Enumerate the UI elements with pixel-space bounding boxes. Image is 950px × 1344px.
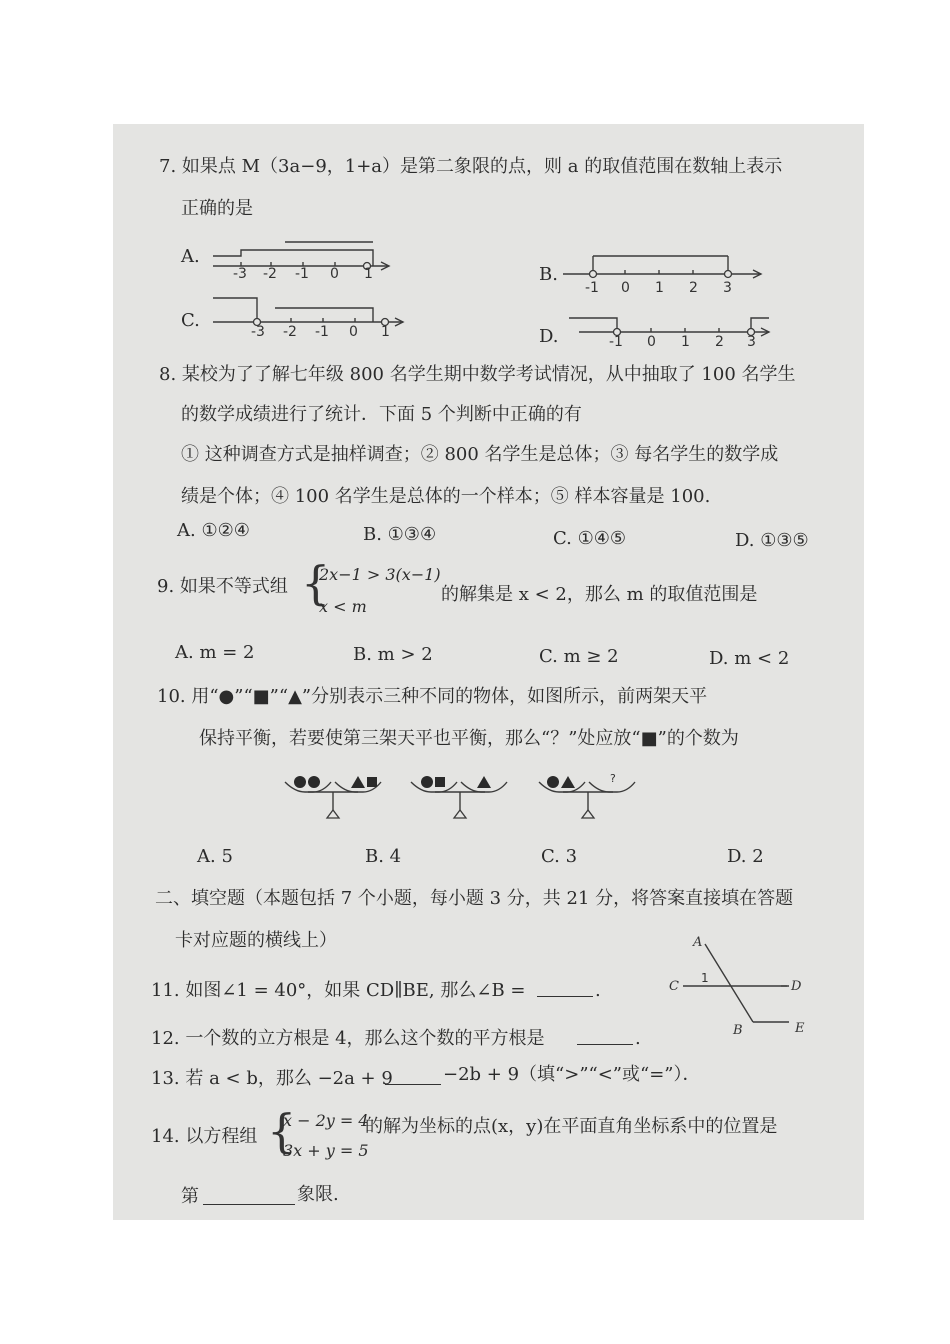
q9-prefix: 9. 如果不等式组 [157,576,288,597]
tick-a-5: 1 [364,266,373,282]
q14-brace: { [267,1104,297,1158]
q14-eq1: x − 2y = 4 [283,1111,369,1130]
q9-option-d: D. m < 2 [709,648,790,669]
q13-prefix: 13. 若 a < b，那么 −2a + 9 [151,1068,393,1089]
q13-suffix: −2b + 9（填“>”“<”或“=”）． [443,1064,701,1085]
q12-text: 12. 一个数的立方根是 4，那么这个数的平方根是 [151,1028,545,1049]
q9-eq1: 2x−1 > 3(x−1) [319,565,441,584]
q7-line1: 7. 如果点 M（3a−9，1+a）是第二象限的点，则 a 的取值范围在数轴上表示 [159,156,783,177]
tick-c-2: -2 [283,324,297,340]
q10-line2: 保持平衡，若要使第三架天平也平衡，那么“？”处应放“■”的个数为 [199,728,739,749]
q8-option-b: B. ①③④ [363,524,437,545]
q7-line2: 正确的是 [181,198,253,219]
tick-b-5: 3 [723,280,732,296]
q10-option-b: B. 4 [365,846,402,867]
q14-answer-blank [203,1188,295,1205]
tick-c-1: -3 [251,324,265,340]
q12-end: . [635,1028,641,1049]
q14-line2-suffix: 象限. [297,1184,339,1205]
q11-answer-blank [537,980,593,997]
q13-answer-blank [385,1068,441,1085]
q10-option-a: A. 5 [197,846,233,867]
number-line-d [569,306,789,358]
exam-paper [113,124,864,1220]
q11-label-b: B [733,1023,743,1038]
q9-option-b: B. m > 2 [353,644,433,665]
q9-suffix: 的解集是 x < 2，那么 m 的取值范围是 [441,584,758,605]
q10-option-c: C. 3 [541,846,578,867]
number-line-b [563,250,773,300]
tick-b-3: 1 [655,280,664,296]
q8-line4: 绩是个体；④ 100 名学生是总体的一个样本；⑤ 样本容量是 100. [181,486,711,507]
q8-option-d: D. ①③⑤ [735,530,809,551]
q7-option-d-label: D. [539,326,559,347]
balance-scale-1 [285,776,381,818]
q14-eq2: 3x + y = 5 [283,1141,369,1160]
tick-d-2: 0 [647,334,656,350]
q11-label-c: C [669,979,679,994]
q11-label-e: E [795,1021,805,1036]
q11-figure [663,934,813,1044]
tick-c-5: 1 [381,324,390,340]
number-line-a [213,234,413,286]
q9-option-c: C. m ≥ 2 [539,646,619,667]
q14-suffix: 的解为坐标的点(x，y)在平面直角坐标系中的位置是 [365,1116,778,1137]
q8-line3: ① 这种调查方式是抽样调查；② 800 名学生是总体；③ 每名学生的数学成 [181,444,779,465]
q9-eq2: x < m [319,597,367,616]
tick-b-4: 2 [689,280,698,296]
q12-answer-blank [577,1028,633,1045]
tick-d-4: 2 [715,334,724,350]
q7-option-c-label: C. [181,310,200,331]
section2-line2: 卡对应题的横线上） [175,930,337,951]
q11-end: . [595,980,601,1001]
q11-angle-1: 1 [701,971,709,985]
tick-a-3: -1 [295,266,309,282]
q14-line2-prefix: 第 [181,1186,199,1207]
q11-label-a: A [693,935,703,950]
q7-option-b-label: B. [539,264,558,285]
tick-c-4: 0 [349,324,358,340]
q8-option-a: A. ①②④ [177,520,250,541]
q10-line1: 10. 用“●”“■”“▲”分别表示三种不同的物体，如图所示，前两架天平 [157,686,708,707]
tick-a-1: -3 [233,266,247,282]
tick-a-2: -2 [263,266,277,282]
q9-option-a: A. m = 2 [175,642,255,663]
q9-brace: { [301,556,331,610]
tick-d-5: 3 [747,334,756,350]
q10-option-d: D. 2 [727,846,764,867]
balance-question-mark: ? [610,772,616,785]
tick-b-2: 0 [621,280,630,296]
q8-line2: 的数学成绩进行了统计．下面 5 个判断中正确的有 [181,404,582,425]
q11-label-d: D [791,979,802,994]
balance-scales [283,774,663,824]
section2-line1: 二、填空题（本题包括 7 个小题，每小题 3 分，共 21 分，将答案直接填在答题 [155,888,794,909]
tick-d-3: 1 [681,334,690,350]
q8-line1: 8. 某校为了了解七年级 800 名学生期中数学考试情况，从中抽取了 100 名学生 [159,364,796,385]
q7-option-a-label: A. [181,246,200,267]
number-line-c [213,292,413,346]
balance-scale-2 [411,776,507,818]
tick-a-4: 0 [330,266,339,282]
tick-d-1: -1 [609,334,623,350]
tick-b-1: -1 [585,280,599,296]
tick-c-3: -1 [315,324,329,340]
q8-option-c: C. ①④⑤ [553,528,626,549]
q14-prefix: 14. 以方程组 [151,1126,258,1147]
q11-text: 11. 如图∠1 = 40°，如果 CD∥BE, 那么∠B = [151,980,526,1001]
balance-scale-3 [539,772,635,818]
